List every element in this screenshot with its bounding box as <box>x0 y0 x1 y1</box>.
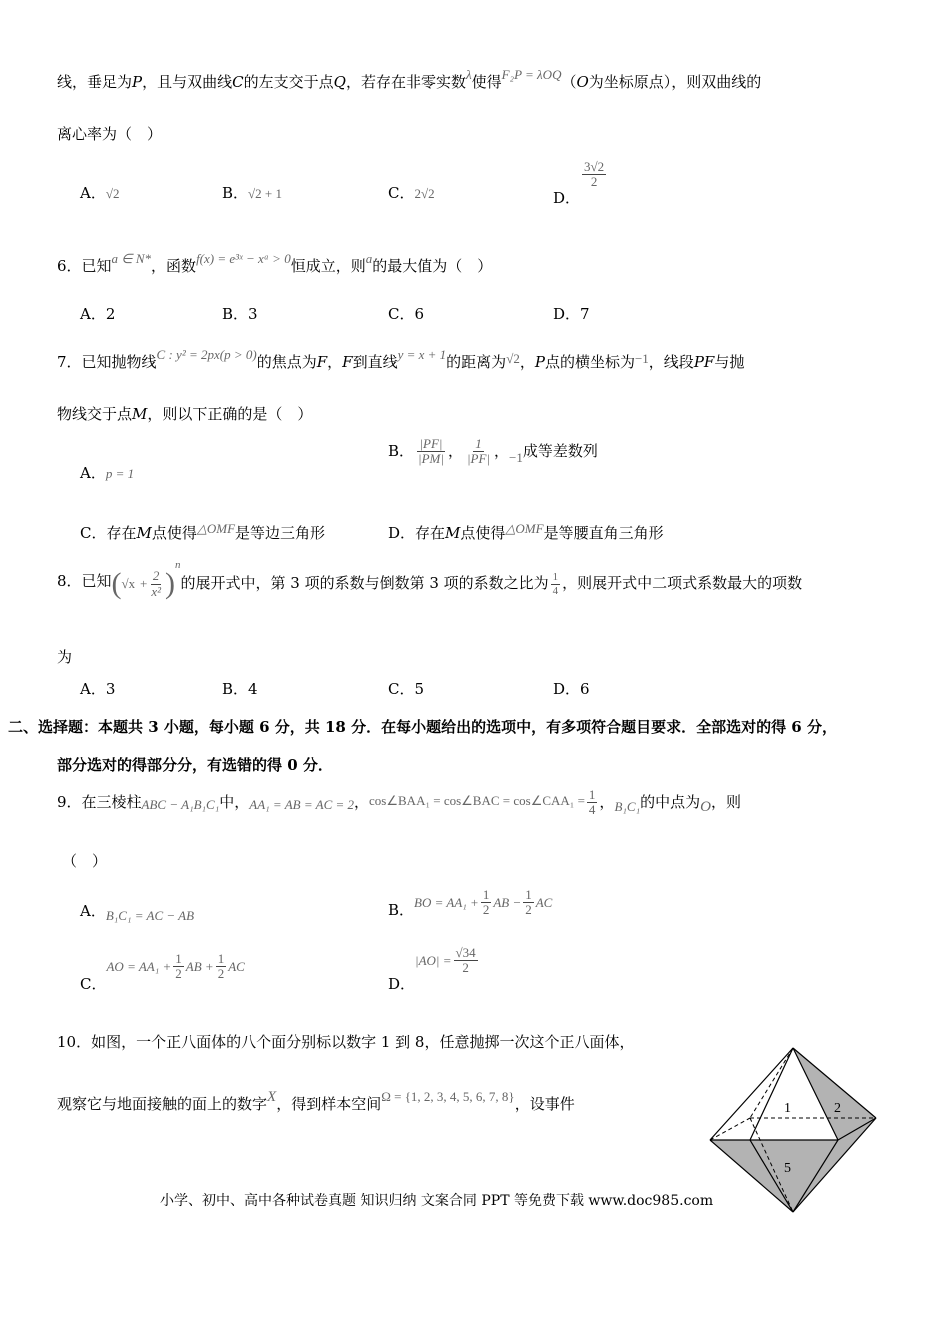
q9-option-d[interactable]: D．|AO| = $\frac{√34}{2}$ <box>388 945 476 993</box>
fraction: $\frac{1}{2}$ <box>175 951 182 982</box>
q6-option-b[interactable]: B．3 <box>222 305 258 323</box>
q7-option-c[interactable]: C．存在M点使得△OMF是等边三角形 <box>80 521 326 542</box>
q10-stem-line2: 观察它与地面接触的面上的数字X，得到样本空间Ω = {1, 2, 3, 4, 5, 6, 7, 8}，设事件 <box>57 1089 575 1113</box>
q9-option-a[interactable]: A．B₁C₁ = AC − AB <box>80 902 195 923</box>
q8-option-b[interactable]: B．4 <box>222 680 258 698</box>
q8-option-c[interactable]: C．5 <box>388 680 425 698</box>
q6-option-c[interactable]: C．6 <box>388 305 425 323</box>
q5-line1: 线，垂足为P，且与双曲线C的左支交于点Q，若存在非零实数λ使得F₂P = λOQ（O为坐标原点），则双曲线的 <box>57 67 762 91</box>
q8-stem-line2: 为 <box>57 648 73 666</box>
q6-option-a[interactable]: A．2 <box>80 305 116 323</box>
fraction: $\frac{1}{4}$ <box>588 787 596 818</box>
q6-stem: 6．已知a ∈ N*，函数f(x) = e³ˣ − xᵃ > 0恒成立，则a的最大值为（ ） <box>57 251 493 275</box>
q5-option-b[interactable]: B．√2 + 1 <box>222 184 282 202</box>
fraction: $\frac{1}{2}$ <box>217 951 225 982</box>
q5-option-a[interactable]: A．√2 <box>80 184 120 202</box>
q7-stem-line1: 7．已知抛物线C : y² = 2px(p > 0)的焦点为F，F到直线y = x + 1的距离为√2，P点的横坐标为−1，线段PF与抛 <box>57 347 745 371</box>
q8-stem-line1: 8．已知(√x + $\frac{2}{\text{x²}}$ )$^n$的展开式中，第 3 项的系数与倒数第 3 项的系数之比为 $\frac{1}{4}$ ，则展开式中二项式系数最大的项数 <box>57 559 803 600</box>
fraction: $\frac{1}{4}$ <box>552 571 559 597</box>
fraction: $\frac{1}{2}$ <box>525 887 532 918</box>
section-2-heading: 二、选择题：本题共 3 小题，每小题 6 分，共 18 分．在每小题给出的选项中，有多项符合题目要求．全部选对的得 6 分， <box>8 718 837 736</box>
fraction: $\frac{√34}{2}$ <box>455 945 476 976</box>
q9-bracket: （ ） <box>62 852 108 870</box>
q10-stem-line1: 10．如图，一个正八面体的八个面分别标以数字 1 到 8，任意抛掷一次这个正八面体， <box>57 1033 635 1051</box>
q7-option-d[interactable]: D．存在M点使得△OMF是等腰直角三角形 <box>388 521 664 542</box>
q5-option-d[interactable]: D． $\frac{3√2}{2}$ <box>553 159 605 207</box>
octahedron-figure <box>700 1040 890 1220</box>
q7-option-a[interactable]: A．p = 1 <box>80 464 135 482</box>
q5-option-c[interactable]: C．2√2 <box>388 184 435 202</box>
page-footer: 小学、初中、高中各种试卷真题 知识归纳 文案合同 PPT 等免费下载 www.doc985.com <box>160 1193 714 1209</box>
fraction: $\frac{1}{|PF|}$ <box>466 436 490 467</box>
q8-option-d[interactable]: D．6 <box>553 680 590 698</box>
q6-option-d[interactable]: D．7 <box>553 305 590 323</box>
fraction: $\frac{2}{\text{x²}}$ <box>151 568 161 599</box>
q7-stem-line2: 物线交于点M，则以下正确的是（ ） <box>57 405 313 423</box>
fraction: $\frac{1}{2}$ <box>482 887 490 918</box>
fraction: $\frac{|PF|}{|PM|}$ <box>418 436 444 467</box>
fraction: $\frac{3√2}{2}$ <box>584 159 605 190</box>
face-label-2: 2 <box>834 1101 841 1116</box>
q9-option-b[interactable]: B．BO = AA₁ + $\frac{1}{2}$ AB − $\frac{1}{2}$ AC <box>388 887 553 919</box>
q7-option-b[interactable]: B． $\frac{|PF|}{|PM|}$ ， $\frac{1}{|PF|}$ ，−1成等差数列 <box>388 436 598 467</box>
face-label-5: 5 <box>784 1161 791 1176</box>
q8-option-a[interactable]: A．3 <box>80 680 116 698</box>
q9-stem: 9．在三棱柱ABC − A₁B₁C₁中，AA₁ = AB = AC = 2，cos∠BAA₁ = cos∠BAC = cos∠CAA₁ = $\frac{1}{4}$ ，B₁C₁的中点为O，则 <box>57 787 741 818</box>
section-2-heading-cont: 部分选对的得部分分，有选错的得 0 分． <box>57 756 333 774</box>
q9-option-c[interactable]: C．AO = AA₁ + $\frac{1}{2}$ AB + $\frac{1}{2}$ AC <box>80 951 245 993</box>
q5-line2: 离心率为（ ） <box>57 125 163 143</box>
face-label-1: 1 <box>784 1101 791 1116</box>
